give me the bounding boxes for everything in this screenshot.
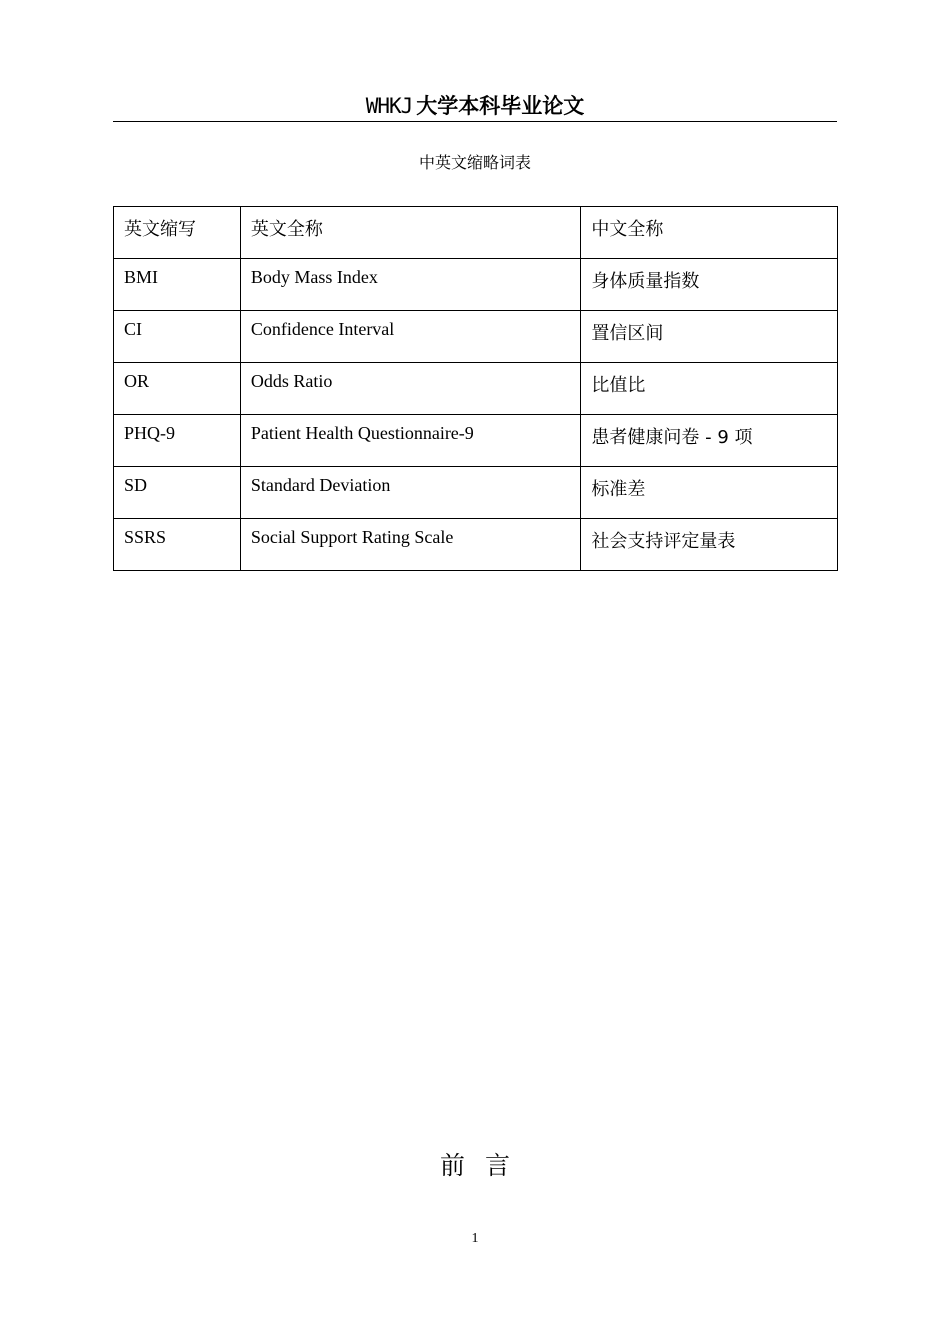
abbreviation-table: [113, 206, 838, 571]
column-header-english-full: 英文全称: [240, 207, 581, 259]
section-heading: 前言: [439, 1151, 530, 1180]
table-title: 中英文缩略词表: [418, 153, 531, 172]
english-full-cell: Standard Deviation: [240, 467, 581, 519]
english-full-cell: Confidence Interval: [240, 311, 581, 363]
chinese-full-cell: 比值比: [581, 363, 838, 415]
abbreviation-cell: BMI: [114, 259, 241, 311]
column-header-chinese-full: 中文全称: [581, 207, 838, 259]
table-row: [114, 519, 838, 571]
english-full-cell: Body Mass Index: [240, 259, 581, 311]
header-latin: WHKJ: [365, 94, 413, 118]
chinese-full-cell: 身体质量指数: [581, 259, 838, 311]
column-header-abbreviation: 英文缩写: [114, 207, 241, 259]
abbreviation-cell: SSRS: [114, 519, 241, 571]
table-row: [114, 259, 838, 311]
english-full-cell: Social Support Rating Scale: [240, 519, 581, 571]
english-full-cell: Odds Ratio: [240, 363, 581, 415]
page-header: [113, 92, 837, 122]
table-row: [114, 467, 838, 519]
abbreviation-cell: OR: [114, 363, 241, 415]
chinese-full-cell: 置信区间: [581, 311, 838, 363]
chinese-full-cell: 标准差: [581, 467, 838, 519]
table-row: [114, 311, 838, 363]
table-row: [114, 415, 838, 467]
page-number: 1: [471, 1231, 479, 1246]
chinese-full-cell: 社会支持评定量表: [581, 519, 838, 571]
table-row: [114, 363, 838, 415]
abbreviation-cell: CI: [114, 311, 241, 363]
abbreviation-cell: SD: [114, 467, 241, 519]
header-title: 大学本科毕业论文: [416, 94, 585, 118]
abbreviation-cell: PHQ-9: [114, 415, 241, 467]
table-header-row: [114, 207, 838, 259]
chinese-full-cell: 患者健康问卷 - 9 项: [581, 415, 838, 467]
english-full-cell: Patient Health Questionnaire-9: [240, 415, 581, 467]
